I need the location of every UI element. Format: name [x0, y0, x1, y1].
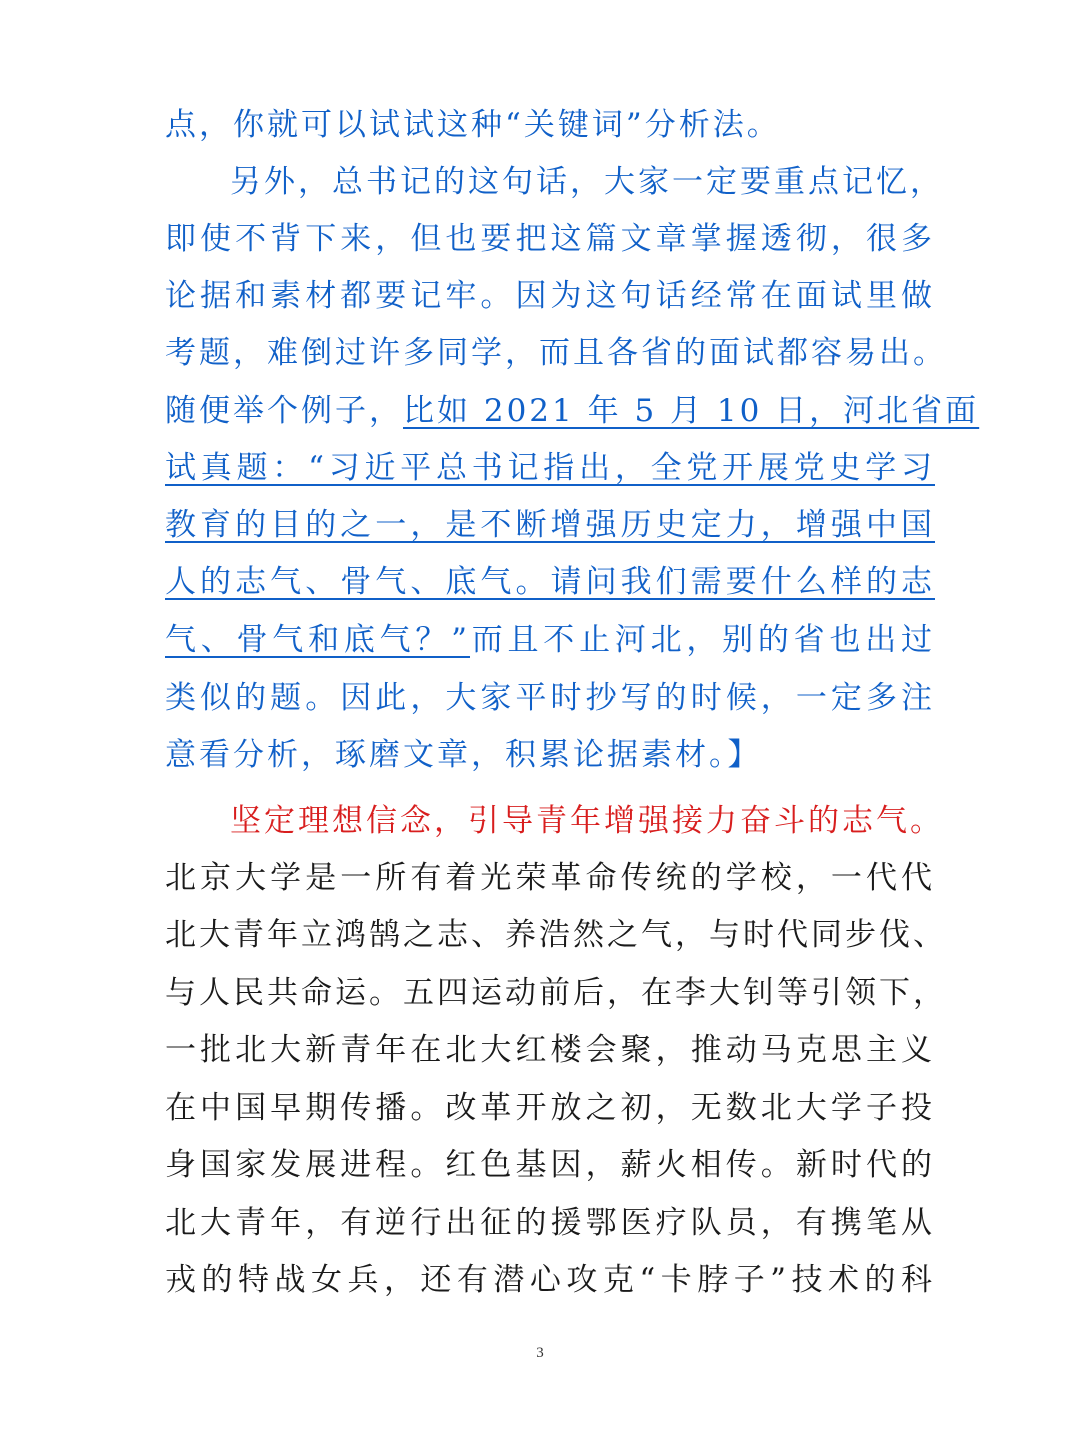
body-line: 在中国早期传播。改革开放之初，无数北大学子投 [165, 1090, 935, 1126]
body-line: 北大青年立鸿鹄之志、养浩然之气，与时代同步伐、 [165, 917, 947, 953]
annotation-line: 考题，难倒过许多同学，而且各省的面试都容易出。 [165, 335, 947, 371]
annotation-line [165, 615, 935, 665]
body-line: 一批北大新青年在北大红楼会聚，推动马克思主义 [165, 1032, 935, 1068]
annotation-line: 即使不背下来，但也要把这篇文章掌握透彻，很多 [165, 221, 935, 257]
page-number: 3 [536, 1345, 544, 1361]
annotation-text: 而且不止河北，别的省也出过 [470, 622, 935, 658]
annotation-line: 另外，总书记的这句话，大家一定要重点记忆， [230, 164, 944, 200]
annotation-text: 随便举个例子， [165, 393, 403, 429]
section-heading: 坚定理想信念，引导青年增强接力奋斗的志气。 [230, 803, 944, 839]
annotation-line: 意看分析，琢磨文章，积累论据素材。】 [165, 737, 762, 773]
exam-question-underlined: 人的志气、骨气、底气。请问我们需要什么样的志 [165, 564, 935, 600]
exam-question-underlined: 气、骨气和底气？” [165, 622, 470, 658]
exam-question-underlined: 试真题：“习近平总书记指出，全党开展党史学习 [165, 450, 935, 486]
exam-question-underlined: 教育的目的之一，是不断增强历史定力，增强中国 [165, 507, 935, 543]
body-line: 北京大学是一所有着光荣革命传统的学校，一代代 [165, 860, 935, 896]
annotation-line: 类似的题。因此，大家平时抄写的时候，一定多注 [165, 680, 935, 716]
annotation-line: 点，你就可以试试这种“关键词”分析法。 [165, 107, 781, 143]
body-line: 北大青年，有逆行出征的援鄂医疗队员，有携笔从 [165, 1205, 935, 1241]
exam-question-underlined: 比如 2021 年 5 月 10 日，河北省面 [403, 393, 980, 429]
annotation-line [165, 386, 980, 436]
body-line: 戎的特战女兵，还有潜心攻克“卡脖子”技术的科 [165, 1262, 935, 1298]
body-line: 与人民共命运。五四运动前后，在李大钊等引领下， [165, 975, 947, 1011]
annotation-line: 论据和素材都要记牢。因为这句话经常在面试里做 [165, 278, 935, 314]
body-line: 身国家发展进程。红色基因，薪火相传。新时代的 [165, 1147, 935, 1183]
